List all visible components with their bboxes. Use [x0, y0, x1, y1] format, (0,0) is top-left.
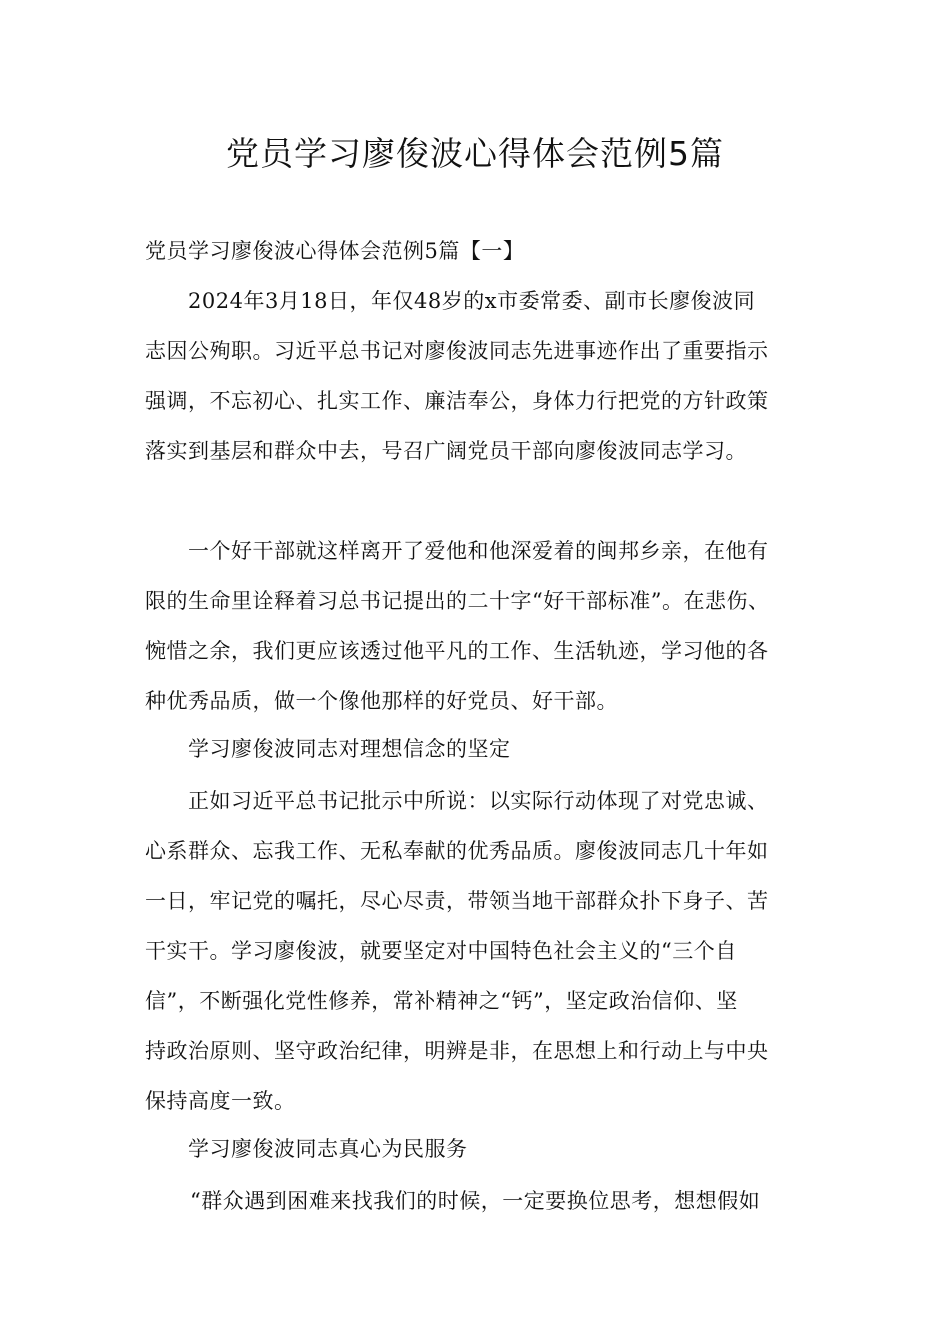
paragraph-line: 2024年3月18日，年仅48岁的x市委常委、副市长廖俊波同: [188, 289, 756, 313]
subheading: 学习廖俊波同志真心为民服务: [188, 1137, 468, 1161]
paragraph-line: 保持高度一致。: [145, 1089, 296, 1113]
paragraph-line: 持政治原则、坚守政治纪律，明辨是非，在思想上和行动上与中央: [145, 1039, 769, 1063]
paragraph-line: “群众遇到困难来找我们的时候，一定要换位思考，想想假如: [190, 1189, 761, 1213]
paragraph-line: 落实到基层和群众中去，号召广阔党员干部向廖俊波同志学习。: [145, 439, 747, 463]
paragraph-line: 一日，牢记党的嘱托，尽心尽责，带领当地干部群众扑下身子、苦: [145, 889, 769, 913]
paragraph-line: 信”，不断强化党性修养，常补精神之“钙”，坚定政治信仰、坚: [145, 989, 738, 1013]
document-title: 党员学习廖俊波心得体会范例5篇: [226, 134, 724, 173]
paragraph-line: 强调，不忘初心、扎实工作、廉洁奉公，身体力行把党的方针政策: [145, 389, 769, 413]
paragraph-line: 心系群众、忘我工作、无私奉献的优秀品质。廖俊波同志几十年如: [145, 839, 769, 863]
section-heading: 党员学习廖俊波心得体会范例5篇【一】: [145, 239, 525, 263]
paragraph-line: 种优秀品质，做一个像他那样的好党员、好干部。: [145, 689, 618, 713]
paragraph-line: 干实干。学习廖俊波，就要坚定对中国特色社会主义的“三个自: [145, 939, 737, 963]
paragraph-line: 正如习近平总书记批示中所说：以实际行动体现了对党忠诚、: [188, 789, 769, 813]
paragraph-line: 惋惜之余，我们更应该透过他平凡的工作、生活轨迹，学习他的各: [145, 639, 769, 663]
paragraph-line: 志因公殉职。习近平总书记对廖俊波同志先进事迹作出了重要指示: [145, 339, 769, 363]
subheading: 学习廖俊波同志对理想信念的坚定: [188, 737, 511, 761]
paragraph-line: 一个好干部就这样离开了爱他和他深爱着的闽邦乡亲，在他有: [188, 539, 769, 563]
paragraph-line: 限的生命里诠释着习总书记提出的二十字“好干部标准”。在悲伤、: [145, 589, 770, 613]
